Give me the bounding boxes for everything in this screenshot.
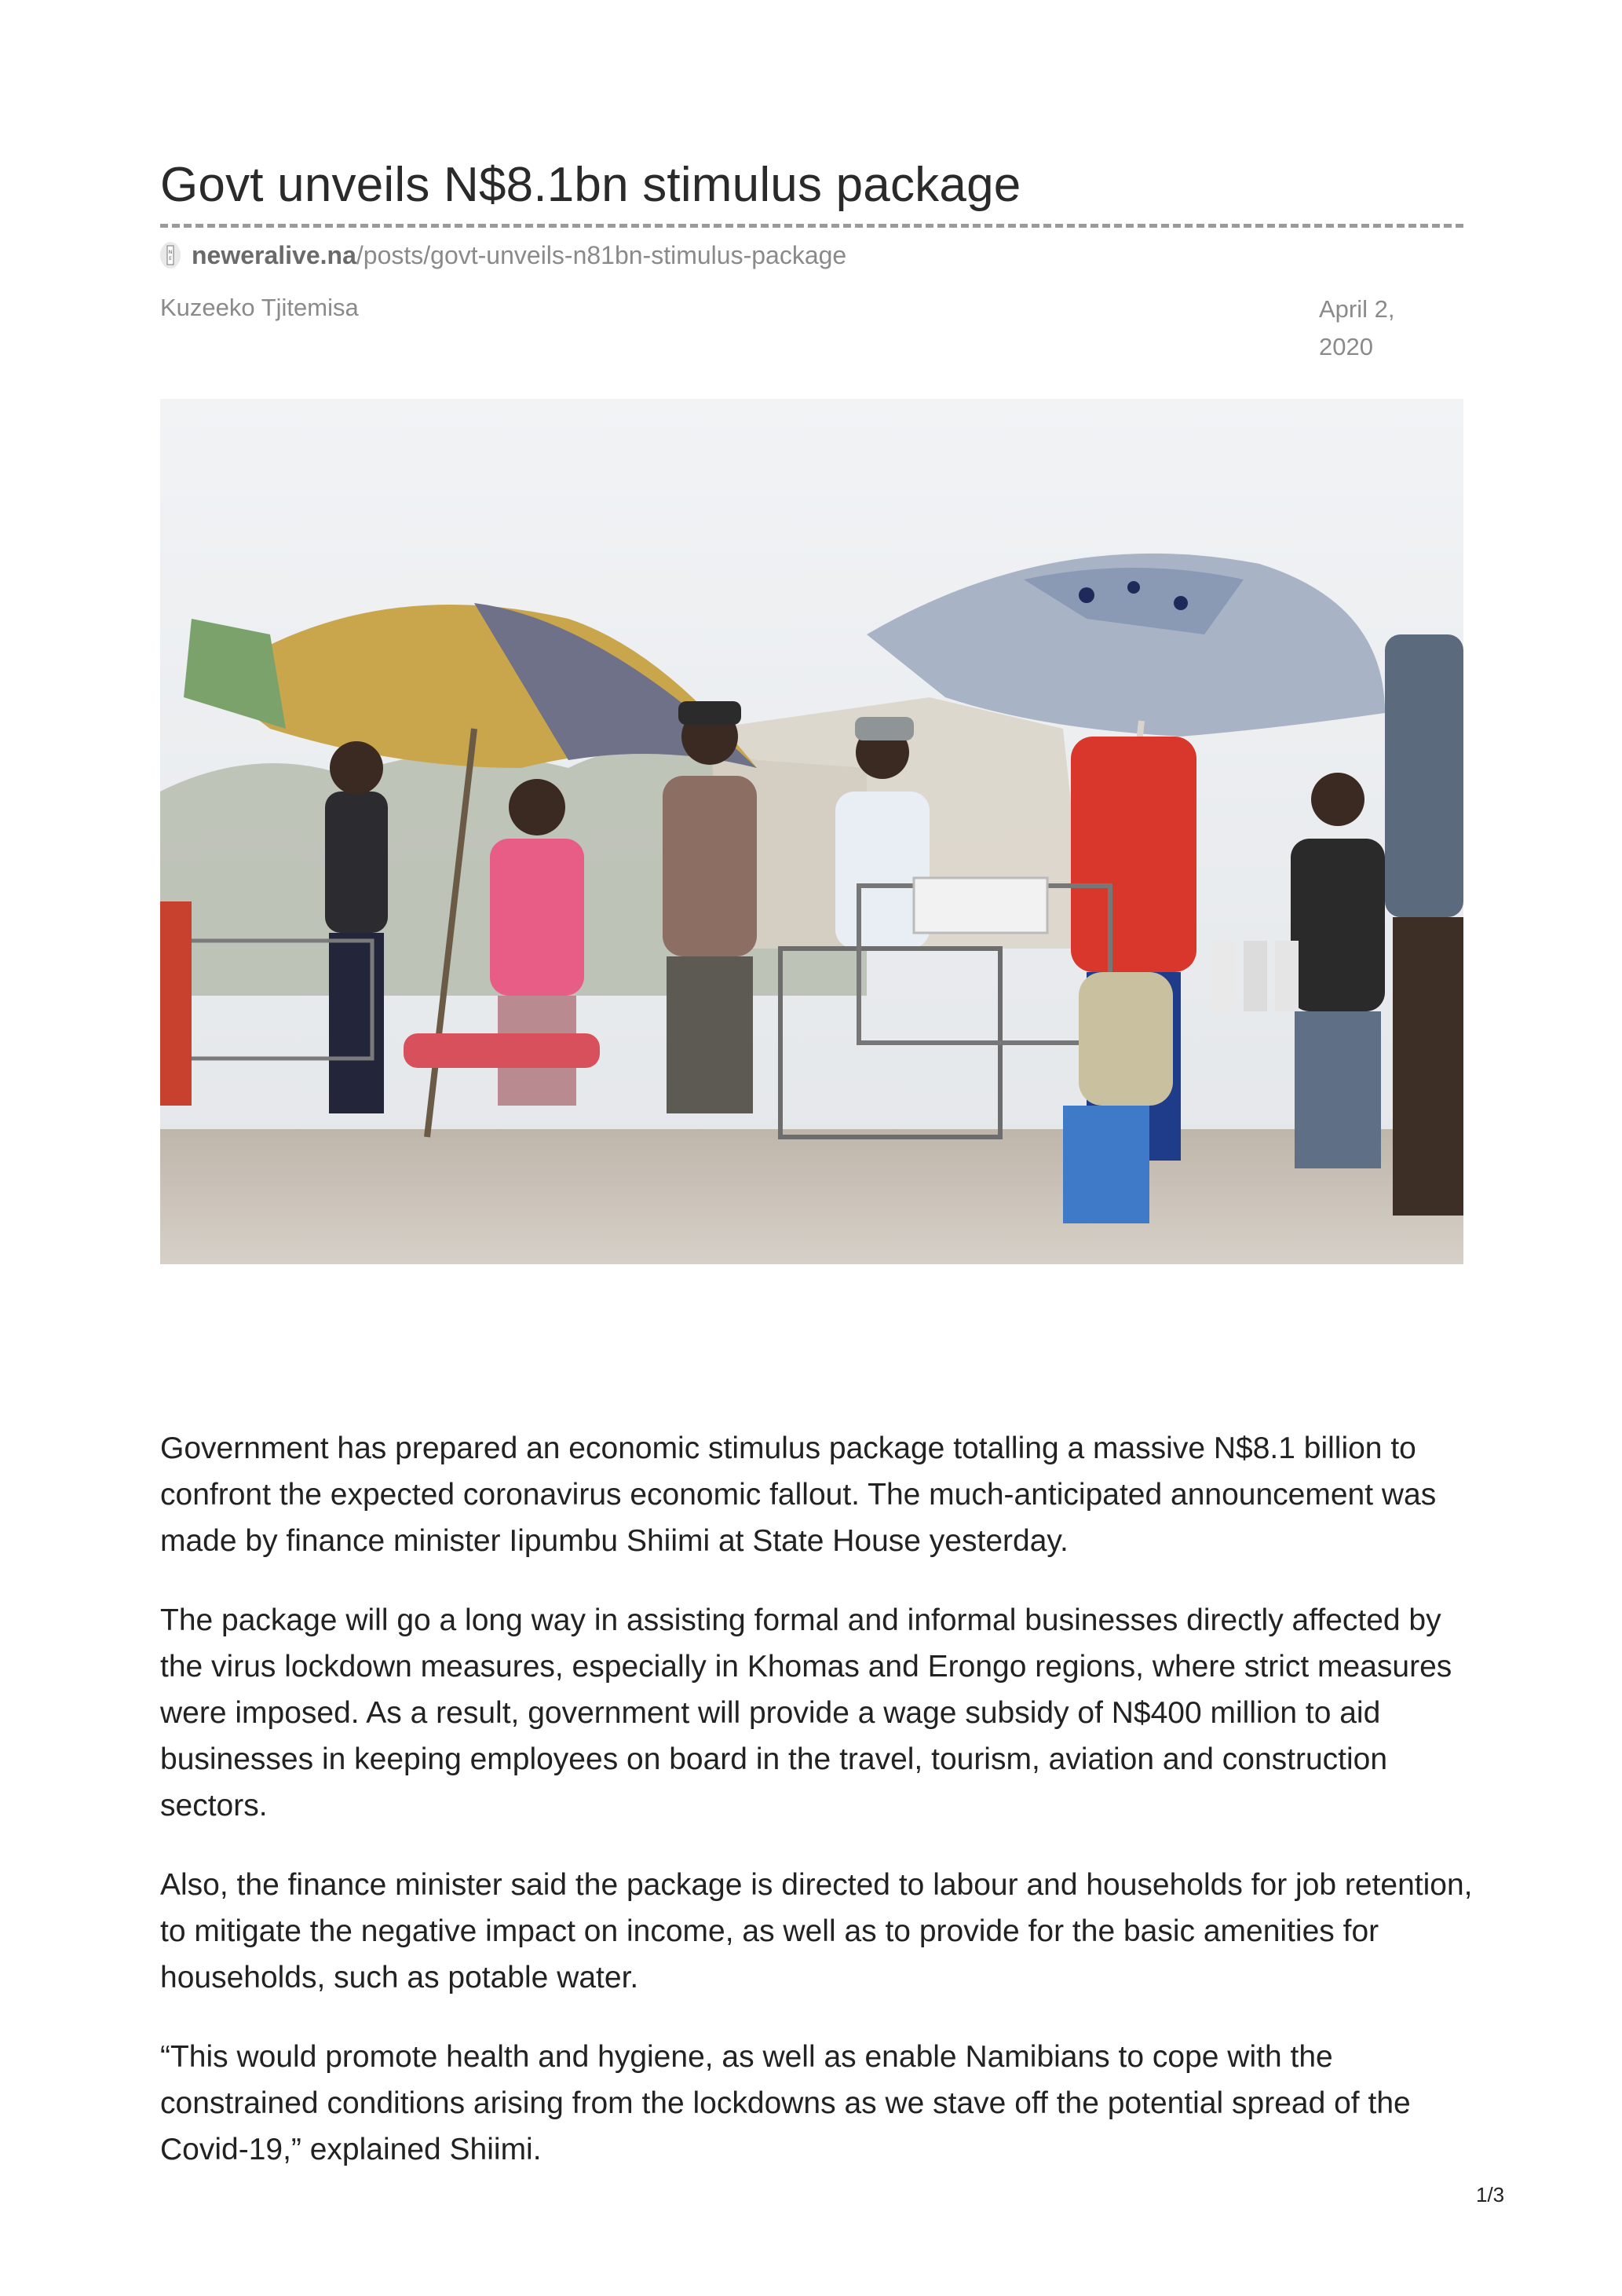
svg-text:N: N [168, 250, 173, 255]
source-path[interactable]: /posts/govt-unveils-n81bn-stimulus-package [356, 240, 847, 269]
paragraph: Government has prepared an economic stimulus package totalling a massive N$8.1 billion to confront the expected coronavirus economic fallout. The much-anticipated announcement was made by finance minister Iipumbu Shiimi at State House yesterday. [160, 1431, 1437, 1558]
site-favicon-icon [160, 242, 181, 269]
title-divider [160, 224, 1463, 228]
article-title: Govt unveils N$8.1bn stimulus package [160, 158, 1021, 212]
article-date-line2: 2020 [1319, 333, 1373, 360]
page-indicator: 1/3 [1476, 2183, 1505, 2206]
paragraph: “This would promote health and hygiene, as well as enable Namibians to cope with the constrained conditions arising from the lockdowns as we stave off the potential spread of the Covid-19,” explained Shiimi. [160, 2040, 1411, 2166]
article-author: Kuzeeko Tjitemisa [160, 294, 359, 321]
svg-text:E: E [169, 256, 172, 261]
paragraph: The package will go a long way in assisting formal and informal businesses directly affected by the virus lockdown measures, especially in Khomas and Erongo regions, where strict measures were imposed. As a result, government will provide a wage subsidy of N$400 million to aid businesses in keeping employees on board in the travel, tourism, aviation and construction sectors. [160, 1603, 1452, 1823]
paragraph: Also, the finance minister said the package is directed to labour and households for job retention, to mitigate the negative impact on income, as well as to provide for the basic amenities for households, such as potable water. [160, 1868, 1473, 1994]
street-vendors-photo [160, 399, 1463, 1264]
article-body [160, 1425, 1479, 2206]
source-url[interactable] [160, 236, 846, 275]
article-date-line1: April 2, [1319, 295, 1395, 323]
source-domain[interactable]: neweralive.na [192, 240, 356, 269]
article-date [1319, 291, 1421, 366]
